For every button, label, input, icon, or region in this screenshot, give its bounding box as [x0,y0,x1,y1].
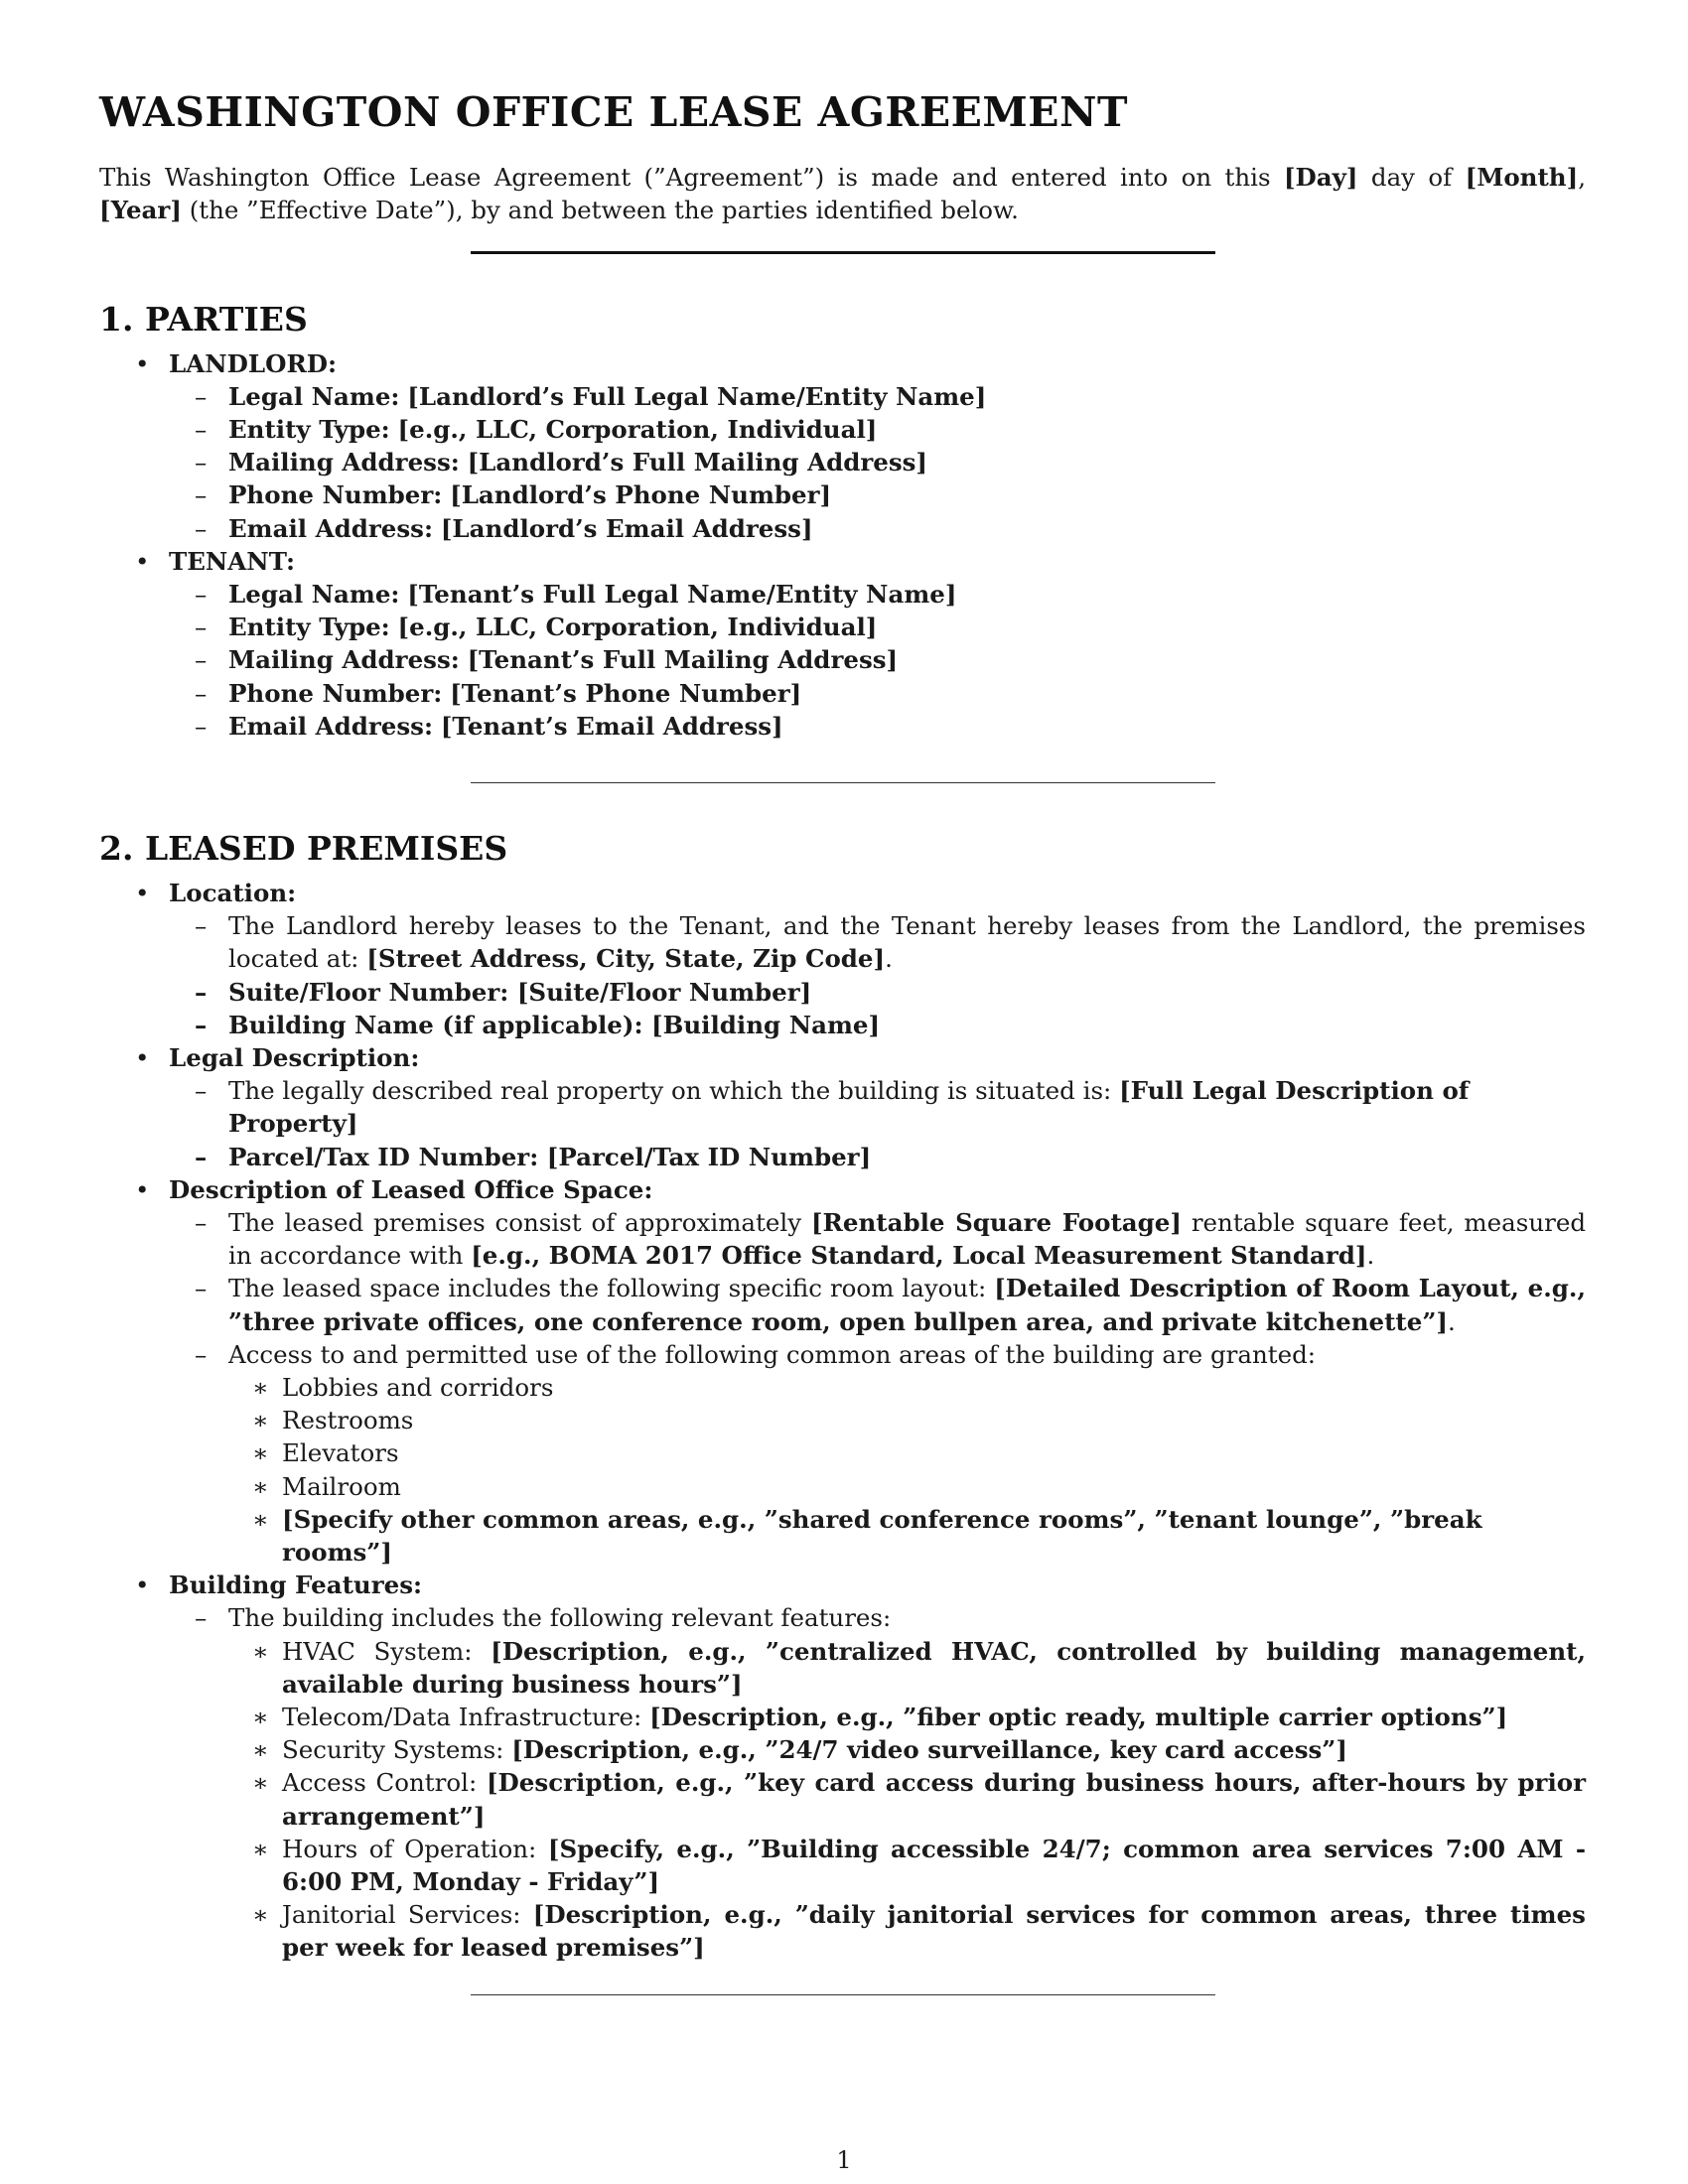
asterisk-icon: ∗ [252,1834,269,1863]
location-item [99,877,1586,1041]
field-label: Entity Type: [228,414,390,444]
location-details [169,909,1586,1041]
intro-paragraph [99,161,1586,226]
divider [471,251,1215,254]
dash-icon: – [195,381,208,411]
common-area: Mailroom [282,1471,401,1501]
dash-icon: – [195,645,208,675]
list-item: – The leased premises consist of approximately [Rentable Square Footage] rentable square feet, measured in accordance with [e.g., BOMA 2017 Office Standard, Local Measurement Standard]. [195,1207,1587,1271]
field-value: [Tenant’s Email Address] [440,711,783,741]
field-value: [e.g., LLC, Corporation, Individual] [397,414,878,444]
list-item [169,677,1586,710]
field-value: [Tenant’s Phone Number] [450,678,802,708]
dash-icon: – [195,911,208,941]
bullet-icon: • [135,1174,150,1204]
field-value: [Tenant’s Full Legal Name/Entity Name] [407,579,957,609]
list-item [228,1436,1586,1469]
building-features-item [99,1569,1586,1964]
list-item [228,1733,1586,1766]
building-features-details [169,1601,1586,1964]
space-text-2: rentable square feet, measured in accordance with [228,1207,1587,1271]
common-areas-list [228,1371,1586,1569]
asterisk-icon: ∗ [252,1768,269,1798]
page-number: 1 [836,2146,852,2174]
asterisk-icon: ∗ [252,1636,269,1666]
field-label: Phone Number: [228,480,443,510]
common-area: Restrooms [282,1406,414,1435]
field-label: Phone Number: [228,678,443,708]
list-item [169,643,1586,676]
tenant-details [169,578,1586,743]
office-space-item [99,1173,1586,1569]
parties-list [99,347,1586,743]
list-item [169,976,1586,1009]
month-placeholder: [Month] [1465,163,1579,192]
feature-value: [Description, e.g., ”fiber optic ready, multiple carrier options”] [649,1703,1508,1732]
intro-text-1: This Washington Office Lease Agreement (”Agreement”) is made and entered into on this [99,163,1284,192]
list-item [228,1635,1586,1701]
field-label: Email Address: [228,513,434,543]
list-item [169,478,1586,511]
field-label: Legal Name: [228,579,400,609]
section-heading-leased-premises: 2. LEASED PREMISES [99,828,508,868]
bullet-icon: • [135,1570,150,1600]
bullet-icon: • [135,878,150,907]
list-item [228,1503,1586,1569]
list-item [169,1009,1586,1041]
feature-label: HVAC System: [282,1636,492,1666]
feature-value: [Description, e.g., ”centralized HVAC, controlled by building management, available during business hours”] [282,1636,1586,1699]
list-item [169,1338,1586,1569]
field-value: [Landlord’s Full Mailing Address] [467,448,928,478]
field-value: [Landlord’s Phone Number] [450,480,832,510]
section-heading-parties: 1. PARTIES [99,299,308,339]
office-space-label: Description of Leased Office Space: [169,1174,653,1204]
asterisk-icon: ∗ [252,1438,269,1468]
bullet-icon: • [135,348,150,378]
document-title: WASHINGTON OFFICE LEASE AGREEMENT [99,88,1129,136]
asterisk-icon: ∗ [252,1406,269,1435]
list-item [169,578,1586,611]
feature-label: Telecom/Data Infrastructure: [282,1703,650,1732]
sqft-placeholder: [Rentable Square Footage] [810,1207,1182,1237]
asterisk-icon: ∗ [252,1900,269,1930]
common-areas-text: Access to and permitted use of the following common areas of the building are granted: [228,1339,1317,1369]
field-value: [Landlord’s Full Legal Name/Entity Name] [407,381,987,411]
dash-icon: – [195,414,208,444]
landlord-label: LANDLORD: [169,348,338,378]
dash-icon: – [195,1603,208,1633]
legal-placeholder: [Full Legal Description of Property] [228,1076,1470,1139]
document-page [99,87,1586,1995]
layout-text: The leased space includes the following specific room layout: [228,1274,995,1303]
field-value: [Landlord’s Email Address] [440,513,813,543]
list-item [169,1074,1586,1140]
intro-text-3: , [1578,163,1586,192]
field-label: Mailing Address: [228,448,460,478]
list-item [169,512,1586,545]
feature-label: Security Systems: [282,1735,512,1765]
building-field: Building Name (if applicable): [Building Name] [228,1010,881,1039]
legal-description-label: Legal Description: [169,1042,420,1072]
list-item [169,1141,1586,1173]
intro-text-2: day of [1357,163,1466,192]
common-area-other: [Specify other common areas, e.g., ”shared conference rooms”, ”tenant lounge”, ”break rooms”] [282,1504,1482,1567]
field-label: Legal Name: [228,381,400,411]
asterisk-icon: ∗ [252,1504,269,1534]
dash-icon: – [195,1339,208,1369]
layout-placeholder: [Detailed Description of Room Layout, e.g., ”three private offices, one conference room, open bullpen area, and private kitchenette”] [228,1274,1586,1336]
asterisk-icon: ∗ [252,1372,269,1402]
dash-icon: – [195,977,208,1007]
list-item [169,446,1586,478]
field-label: Mailing Address: [228,645,460,675]
list-item [169,611,1586,643]
suite-field: Suite/Floor Number: [Suite/Floor Number] [228,977,812,1007]
feature-value: [Description, e.g., ”daily janitorial services for common areas, three times per week for leased premises”] [282,1900,1586,1963]
space-text-1: The leased premises consist of approximately [228,1207,811,1237]
field-value: [e.g., LLC, Corporation, Individual] [397,613,878,642]
dash-icon: – [195,1010,208,1039]
tenant-label: TENANT: [169,546,296,576]
feature-label: Janitorial Services: [282,1900,533,1930]
building-features-label: Building Features: [169,1570,423,1600]
list-item [228,1766,1586,1832]
feature-value: [Description, e.g., ”key card access during business hours, after-hours by prior arrangement”] [282,1768,1586,1831]
premises-list [99,877,1586,1965]
location-text: The Landlord hereby leases to the Tenant, and the Tenant hereby leases from the Landlord, the premises located at: [228,911,1586,974]
list-item [169,1601,1586,1964]
divider [471,1994,1215,1995]
features-intro: The building includes the following relevant features: [228,1603,892,1633]
dash-icon: – [195,1142,208,1171]
list-item [228,1898,1586,1964]
dash-icon: – [195,1207,208,1237]
legal-details [169,1074,1586,1173]
asterisk-icon: ∗ [252,1735,269,1765]
dash-icon: – [195,1274,208,1303]
divider [471,782,1215,783]
landlord-item [99,347,1586,545]
common-area: Elevators [282,1438,399,1468]
landlord-details [169,380,1586,545]
field-value: [Tenant’s Full Mailing Address] [467,645,899,675]
dash-icon: – [195,579,208,609]
standard-placeholder: [e.g., BOMA 2017 Office Standard, Local Measurement Standard] [471,1241,1367,1271]
list-item [228,1701,1586,1733]
feature-value: [Specify, e.g., ”Building accessible 24/7; common area services 7:00 AM - 6:00 PM, Monday - Friday”] [282,1834,1586,1897]
list-item: – The Landlord hereby leases to the Tenant, and the Tenant hereby leases from the Landlord, the premises located at: [Street Address, City, State, Zip Code]. [195,911,1586,974]
list-item [228,1833,1586,1898]
features-list [228,1635,1586,1965]
field-label: Email Address: [228,711,434,741]
dash-icon: – [195,513,208,543]
feature-value: [Description, e.g., ”24/7 video surveillance, key card access”] [511,1735,1347,1765]
dash-icon: – [195,448,208,478]
legal-description-item [99,1041,1586,1173]
location-label: Location: [169,878,297,907]
day-placeholder: [Day] [1283,163,1358,192]
list-item [169,380,1586,413]
list-item [169,413,1586,446]
bullet-icon: • [135,1042,150,1072]
asterisk-icon: ∗ [252,1703,269,1732]
bullet-icon: • [135,546,150,576]
office-space-details [169,1206,1586,1569]
list-item [228,1404,1586,1436]
parcel-field: Parcel/Tax ID Number: [Parcel/Tax ID Number] [228,1142,872,1171]
list-item [228,1371,1586,1404]
tenant-item [99,545,1586,743]
dash-icon: – [195,678,208,708]
dash-icon: – [195,1076,208,1106]
address-placeholder: [Street Address, City, State, Zip Code] [366,944,886,974]
dash-icon: – [195,480,208,510]
feature-label: Hours of Operation: [282,1834,548,1863]
field-label: Entity Type: [228,613,390,642]
list-item: – The leased space includes the following specific room layout: [Detailed Description of Room Layout, e.g., ”three private offices, one conference room, open bullpen area, and private kitchenette”]. [195,1274,1586,1336]
feature-label: Access Control: [282,1768,487,1798]
year-placeholder: [Year] [99,196,182,224]
asterisk-icon: ∗ [252,1471,269,1501]
dash-icon: – [195,711,208,741]
common-area: Lobbies and corridors [282,1372,554,1402]
intro-text-4: (the ”Effective Date”), by and between the parties identified below. [181,196,1019,224]
dash-icon: – [195,613,208,642]
list-item [228,1470,1586,1503]
list-item [169,710,1586,743]
legal-text: The legally described real property on which the building is situated is: [228,1076,1120,1106]
